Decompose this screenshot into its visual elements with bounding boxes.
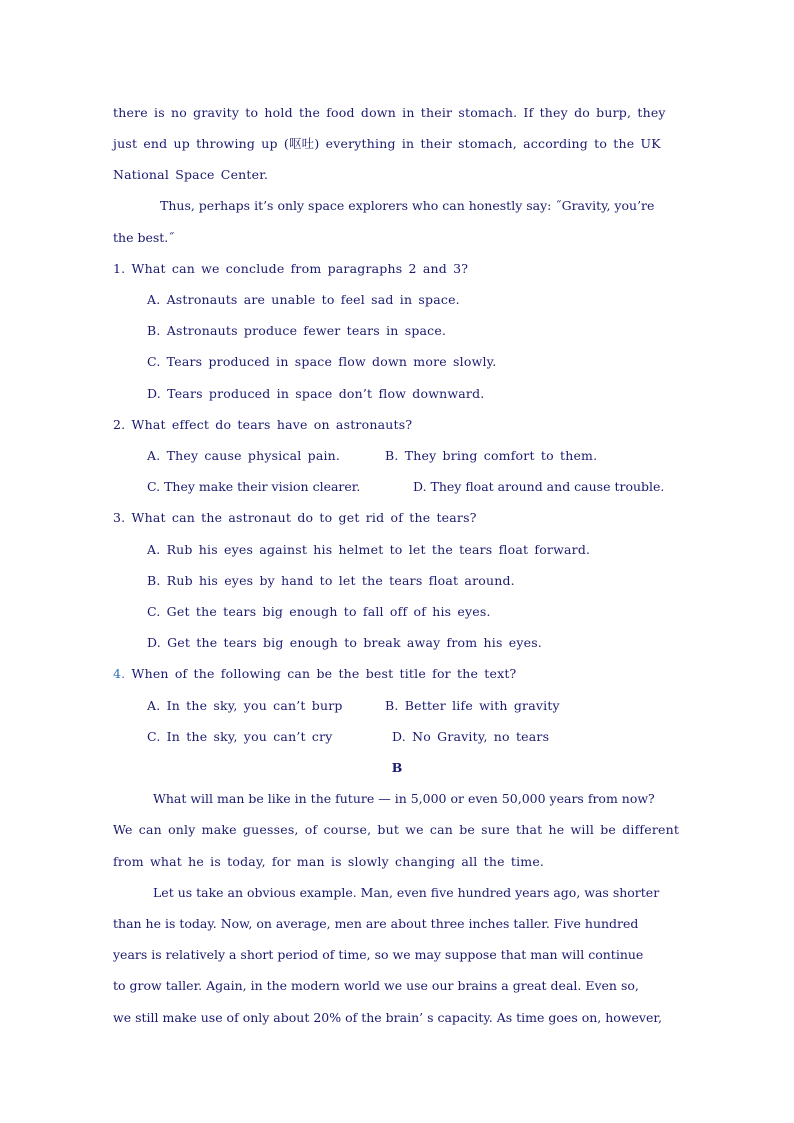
passage-b-line: to grow taller. Again, in the modern world we use our brains a great deal. Even so,	[113, 978, 639, 993]
passage-b-line: What will man be like in the future — in 5,000 or even 50,000 years from now?	[153, 791, 655, 806]
passage-b-line: than he is today. Now, on average, men are about three inches taller. Five hundred	[113, 916, 639, 931]
passage-b-line: from what he is today, for man is slowly changing all the time.	[113, 854, 545, 869]
question-1	[113, 261, 468, 277]
section-heading: B	[391, 760, 403, 775]
option-4b: B. Better life with gravity	[385, 698, 560, 713]
question-4	[113, 666, 516, 682]
option-2b: B. They bring comfort to them.	[385, 448, 598, 463]
passage-a-line: the best.˝	[113, 230, 175, 245]
passage-a-line: Thus, perhaps it’s only space explorers who can honestly say: ˝Gravity, you’re	[160, 198, 655, 213]
question-2	[113, 417, 412, 433]
option-3d: D. Get the tears big enough to break away from his eyes.	[147, 635, 542, 650]
option-2d: D. They float around and cause trouble.	[413, 479, 665, 494]
option-4d: D. No Gravity, no tears	[392, 729, 550, 744]
option-4a: A. In the sky, you can’t burp	[147, 698, 343, 713]
passage-a-line: National Space Center.	[113, 167, 269, 182]
option-1b: B. Astronauts produce fewer tears in space.	[147, 323, 447, 338]
passage-b-line: Let us take an obvious example. Man, even five hundred years ago, was shorter	[153, 885, 660, 900]
passage-a-line: just end up throwing up (呕吐) everything in their stomach, according to the UK	[113, 136, 661, 151]
option-3b: B. Rub his eyes by hand to let the tears float around.	[147, 573, 515, 588]
option-3c: C. Get the tears big enough to fall off of his eyes.	[147, 604, 491, 619]
question-3	[113, 510, 477, 526]
option-2a: A. They cause physical pain.	[147, 448, 341, 463]
option-1d: D. Tears produced in space don’t flow downward.	[147, 386, 485, 401]
option-2c: C. They make their vision clearer.	[147, 479, 361, 494]
question-text: When of the following can be the best title for the text?	[131, 666, 517, 681]
question-number: 4.	[113, 666, 126, 681]
passage-b-line: years is relatively a short period of time, so we may suppose that man will continue	[113, 947, 644, 962]
question-text: What can we conclude from paragraphs 2 and 3?	[131, 261, 469, 276]
option-1a: A. Astronauts are unable to feel sad in space.	[147, 292, 460, 307]
option-3a: A. Rub his eyes against his helmet to let the tears float forward.	[147, 542, 591, 557]
passage-b-line: We can only make guesses, of course, but we can be sure that he will be different	[113, 822, 680, 837]
passage-b-line: we still make use of only about 20% of the brain’ s capacity. As time goes on, however,	[113, 1010, 662, 1025]
question-number: 1.	[113, 261, 126, 276]
question-number: 3.	[113, 510, 126, 525]
question-text: What effect do tears have on astronauts?	[131, 417, 413, 432]
question-number: 2.	[113, 417, 126, 432]
question-text: What can the astronaut do to get rid of the tears?	[131, 510, 477, 525]
option-1c: C. Tears produced in space flow down more slowly.	[147, 354, 497, 369]
option-4c: C. In the sky, you can’t cry	[147, 729, 333, 744]
passage-a-line: there is no gravity to hold the food down in their stomach. If they do burp, they	[113, 105, 666, 120]
